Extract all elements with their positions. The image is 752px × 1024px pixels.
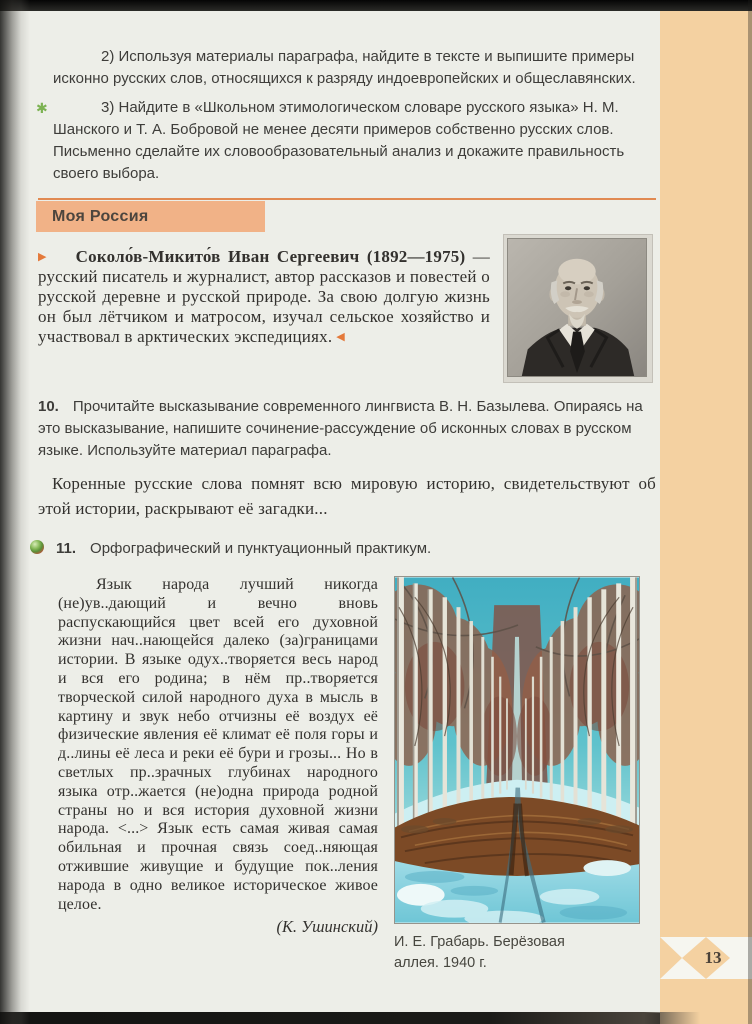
bio-name: Соколо́в-Микито́в Иван Сергеевич (1892—1975)	[75, 247, 466, 266]
accent-band	[660, 11, 752, 1024]
scan-edge-left	[0, 0, 30, 1024]
bio-text	[38, 247, 490, 383]
exercise-10-paragraph	[38, 396, 656, 462]
scan-edge-right	[748, 0, 752, 1024]
my-russia-banner-label: Моя Россия	[52, 208, 149, 225]
my-russia-banner	[36, 201, 265, 232]
portrait-image	[507, 238, 647, 377]
practicum-bead-icon	[30, 540, 44, 554]
exercise-11-row	[38, 538, 656, 560]
practicum-passage: Язык народа лучший никогда (не)ув..дающий и вечно вновь распускающийся цвет всей его духовной жизни нач..нающейся далеко (за)границами истории. В языке одух..творяется весь народ и вся его родина; в нём пр..творяется творческой силой народного духа в мысль в картину и звук небо отчизны её воздух её физические явления её климат её поля горы и д..лины её леса и реки её бури и грозы... Но в светлых пр..зрачных глубинах народного языка отр..жается (не)одна природа родной страны но и вся история духовной жизни народа. <...> Язык есть самая живая самая обильная и прочная связь соед..няющая отжившие живущие и будущие пок..ления народа в одно великое историческое живое целое.	[58, 576, 378, 913]
practicum-columns	[38, 576, 656, 974]
exercise-10-quote: Коренные русские слова помнят всю мировую историю, свидетельствуют об этой истории, раскрывают её загадки...	[38, 474, 656, 518]
footnote-asterisk-icon: ✱	[36, 100, 48, 116]
painting-caption: И. Е. Грабарь. Берёзовая аллея. 1940 г.	[394, 934, 565, 971]
scan-edge-top	[0, 0, 752, 11]
exercise-3-row	[38, 97, 656, 185]
exercise-11-number: 11.	[56, 540, 77, 557]
practicum-passage-column	[38, 576, 378, 974]
exercise-10-instruction: Прочитайте высказывание современного лингвиста В. Н. Базылева. Опираясь на это высказывание, напишите сочинение-рассуждение об исконных словах в русском языке. Используйте материал параграфа.	[38, 398, 643, 459]
bio-start-marker-icon: ▶	[38, 251, 50, 263]
practicum-author: (К. Ушинский)	[276, 917, 378, 937]
page-number: 13	[704, 948, 722, 967]
portrait-photo	[503, 234, 653, 383]
exercise-2-paragraph: 2) Используя материалы параграфа, найдите в тексте и выпишите примеры исконно русских слов, относящихся к разряду индоевропейских и общеславянских.	[53, 48, 636, 87]
bio-end-marker-icon: ◀	[336, 331, 345, 343]
bio-block	[38, 247, 656, 383]
exercise-3-paragraph: 3) Найдите в «Школьном этимологическом словаре русского языка» Н. М. Шанского и Т. А. Бобровой не менее десяти примеров собственно русских слов. Письменно сделайте их словообразовательный анализ и докажите правильность своего выбора.	[53, 99, 625, 182]
page-number-strip	[660, 937, 752, 979]
exercise-11-instruction: Орфографический и пунктуационный практикум.	[90, 540, 432, 557]
bio-rest: — русский писатель и журналист, автор рассказов и повестей о русской деревне и русской природе. За свою долгую жизнь он был лётчиком и матросом, изучал сельское хозяйство и участвовал в арктических экспедициях.	[38, 247, 490, 346]
painting-figure	[394, 576, 642, 974]
page-content	[38, 0, 656, 974]
scan-edge-bottom	[0, 1012, 700, 1024]
exercise-10-number: 10.	[38, 398, 59, 415]
section-rule	[38, 198, 656, 200]
painting-image	[394, 576, 640, 924]
